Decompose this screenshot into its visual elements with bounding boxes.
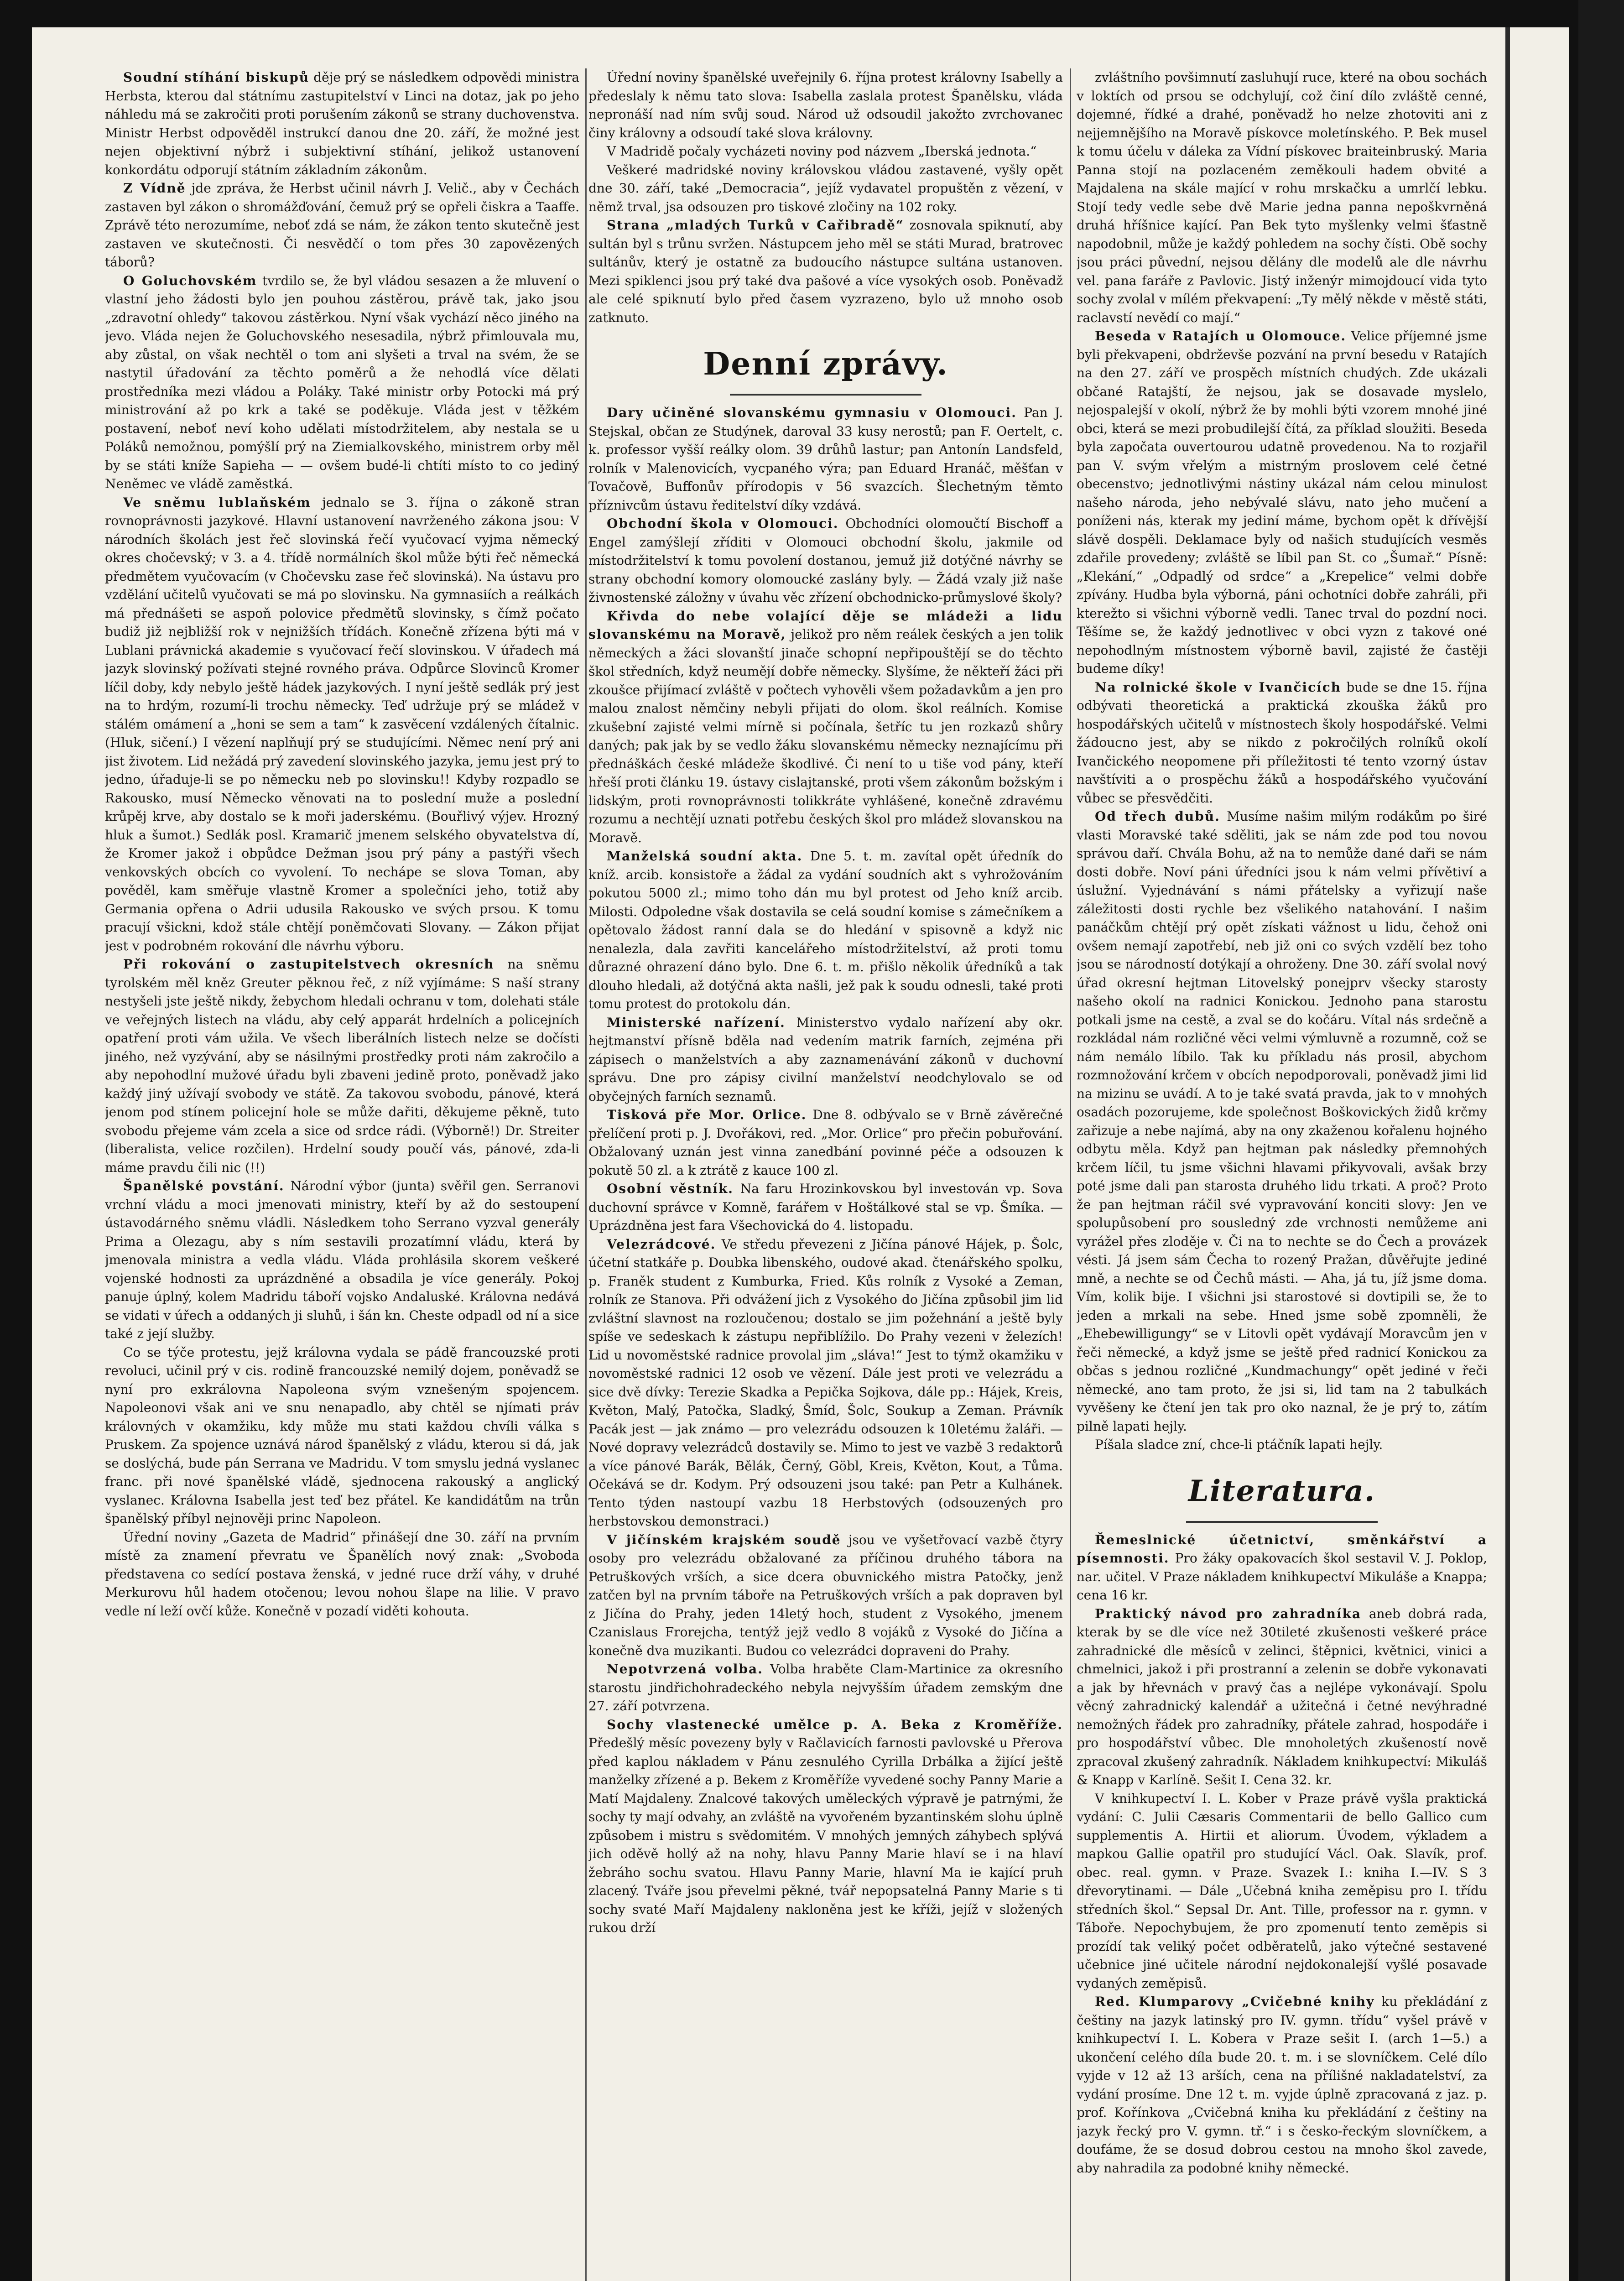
article-text: Volba hraběte Clam-Martinice za okresního starostu jindřichohradeckého nebyla nejvyšším úřadem zemským dne 27. září potvrzena. xyxy=(588,1661,1063,1713)
section-title-literature: Literatura. xyxy=(1188,1474,1376,1508)
article-lead: O Goluchovském xyxy=(123,273,257,288)
article-text: jsou ve vyšetřovací vazbě čtyry osoby pro velezrádu obžalované za příčinou druhého tábora na Petruškových vrších, a sice dcera obuvnického mistra Patočky, jenž zatčen byl na prvním táboře na Petruškových vrších a pak dopraven byl z Jičína do Prahy, jeden 14letý hoch, student z Vysokého, jmenem Czanislaus Frorejcha, tentýž jejž vedlo 8 vojáků z Vysoké do Jičína a konečně dva muzikanti. Budou co velezrádci dopraveni do Prahy. xyxy=(588,1532,1063,1658)
column-2 xyxy=(588,68,1063,2281)
article-text: Co se týče protestu, jejž královna vydala se pádě francouzské proti revoluci, učinil prý v cis. rodině francouzské nemilý dojem, poněvadž se nyní pro exkrálovna Napoleona svým vznešeným spojencem. Napoleonovi však ani ve snu nenapadlo, aby chtěl se njímati práv královných v okamžiku, kdy může mu stati každou chvíli válka s Pruskem. Za spojence uznává národ španělský z vládu, kterou si dá, jak se doslýchá, bude pán Serrana ve Madridu. V tom smyslu jedná vyslanec franc. při nové španělské vládě, sjednocena rakouský a anglický vyslanec. Královna Isabella jest teď bez přátel. Ke kandidátům na trůn španělský příbyl nejnověji princ Napoleon. xyxy=(105,1344,579,1526)
column-2-intro xyxy=(588,68,1063,327)
article-paragraph xyxy=(105,272,579,494)
article-paragraph xyxy=(588,607,1063,848)
article-paragraph xyxy=(105,494,579,956)
article-lead: Velezrádcové. xyxy=(607,1236,716,1252)
article-lead: Nepotvrzená volba. xyxy=(607,1661,763,1677)
article-lead: Tisková pře Mor. Orlice. xyxy=(607,1107,807,1122)
article-lead: Soudní stíhání biskupů xyxy=(123,70,310,85)
article-paragraph xyxy=(588,1235,1063,1531)
article-lead: Red. Klumparovy „Cvičebné knihy xyxy=(1095,1994,1375,2009)
article-lead: Dary učiněné slovanskému gymnasiu v Olomouci. xyxy=(607,405,1017,420)
article-text: aneb dobrá rada, kterak by se dle více než 30tileté zkušenosti veškeré práce zahradnické dle měsíců v zelinci, štěpnici, květnici, vinici a chmelnici, jakož i při prostranní a zelenin se dobře vykonavati a jak by hřevnách v pravý čas a nejlépe vykonávají. Spolu věcný zahradnický kalendář a užitečná i četné nevýhradné nemožných řádek pro zahradníky, přátele zahrad, hospodáře i pro hospodářství vůbec. Dle mnoholetých zkušeností nově zpracoval zkušený zahradník. Nákladem knihkupectví: Mikuláš & Knapp v Karlíně. Sešit I. Cena 32. kr. xyxy=(1077,1606,1487,1787)
article-text: ku překládání z češtiny na jazyk latinský pro IV. gymn. třídu“ vyšel právě v knihkupectví I. L. Kobera v Praze sešit I. (arch 1—5.) a ukončení celého díla bude 20. t. m. i se slovníčkem. Celé dílo vyjde v 12 až 13 arších, cena na přílišné nakladatelství, za vydání prosíme. Dne 12 t. m. vyjde úplně zpracovaná z jaz. p. prof. Kořínkova „Cvičebná kniha ku překládání z češtiny na jazyk řecký pro V. gymn. tř.“ i s česko-řeckým slovníčkem, a doufáme, že se dosud dobrou cestou na mnoho škol zavede, aby nahradila za podobné knihy německé. xyxy=(1077,1994,1487,2176)
article-text: Ve středu převezeni z Jičína pánové Hájek, p. Šolc, účetní statkáře p. Doubka libenského, oudové akad. čtenářského spolku, p. Franěk student z Kumburka, Fried. Kůs rolník z Vysoké a Zeman, rolník ze Stanova. Při odvážení jich z Vysokého do Jičína způsobil jim lid zvláštní slavnost na rozloučenou; dostalo se jim požehnání a ještě byly spíše ve sedeskach k zástupu nepřiblížilo. Do Prahy vezeni v železích! Lid u novoměstské radnice provolal jim „sláva!“ Jest to týmž okamžiku v novoměstské radnici 12 osob ve vězení. Dále jest proti ve velezrádu a sice dvě dívky: Terezie Skadka a Pepička Sojkova, dále pp.: Hájek, Kreis, Květon, Malý, Patočka, Sladký, Šmíd, Šolc, Soukup a Zeman. Právník Pacák jest — jak známo — pro velezrádu odsouzen k 10letému žaláři. — Nové dopravy velezrádců dostavily se. Mimo to jest ve vazbě 3 redaktorů a více pánové Barák, Bělák, Černý, Göbl, Kreis, Květon, Kout, a Tůma. Očekává se dr. Kodym. Prý odsouzeni jsou také: pan Petr a Kulhánek. Tento týden nastoupí vazbu 18 Herbstových (odsouzených pro herbstovskou demonstraci.) xyxy=(588,1236,1063,1529)
article-paragraph xyxy=(588,847,1063,1014)
article-text: Dne 8. odbývalo se v Brně závěrečné přelíčení proti p. J. Dvořákovi, red. „Mor. Orlice“ pro přečin pobuřování. Obžalovaný uznán jest vinna zanedbání povinné péče a odsouzen k pokutě 50 zl. a k ztrátě z kauce 100 zl. xyxy=(588,1107,1063,1178)
article-lead: Španělské povstání. xyxy=(123,1178,285,1193)
page-edge xyxy=(1505,27,1510,2281)
article-paragraph xyxy=(105,1344,579,1528)
article-paragraph xyxy=(105,955,579,1177)
article-lead: Od třech dubů. xyxy=(1095,809,1220,824)
article-text: Národní výbor (junta) svěřil gen. Serranovi vrchní vládu a moci jmenovati ministry, kteří by až do sestoupení ústavodárného sněmu vládli. Následkem toho Serrano vyzval generály Prima a Olezagu, aby s ním sestavili prozatímní vládu, která by jmenovala ministra a vedla vládu. Vláda prohlásila skorem veškeré vojenské hodnosti za uprázdněné a obsadila je více generály. Pokoj panuje úplný, kolem Madridu táboří vojsko Andaluské. Královna nedává se vidati v úřech a oddaných ji sluhů, i šán kn. Cheste odpadl od ní a sice také z její služby. xyxy=(105,1178,579,1341)
article-text: V Madridě počaly vycházeti noviny pod názvem „Iberská jednota.“ xyxy=(607,144,1037,159)
column-1-articles xyxy=(105,68,579,1620)
article-paragraph xyxy=(1077,1605,1487,1790)
article-paragraph xyxy=(105,179,579,272)
article-text: zosnovala spiknutí, aby sultán byl s trůnu svržen. Nástupcem jeho měl se státi Murad, bratrovec sultánův, který je ostatně za budoucího nástupce sultána ustanoven. Mezi spiklenci jsou prý také dva pašové a více vysokých osob. Poněvadž ale celé spiknutí bylo před časem vyzrazeno, bylo už mnoho osob zatknuto. xyxy=(588,218,1063,325)
article-paragraph xyxy=(1077,1531,1487,1605)
article-paragraph xyxy=(588,161,1063,217)
column-1 xyxy=(105,68,579,2281)
article-text: Ministerstvo vydalo nařízení aby okr. hejtmanství přísně bděla nad vedením matrik farních, zejména při zápisech o manželstvích a aby zaznamenávání zákonů v duchovní správu. Dne pro zápisy civilní manželství neodchylovalo se od obyčejných farních seznamů. xyxy=(588,1015,1063,1104)
article-paragraph xyxy=(1077,1993,1487,2177)
column-rule-1 xyxy=(585,68,587,2281)
article-lead: Řemeslnické účetnictví, směnkářství a písemnosti. xyxy=(1077,1532,1487,1566)
article-text: Obchodníci olomoučtí Bischoff a Engel zamýšlejí zříditi v Olomouci obchodní školu, jakmile od místodržitelství k tomu povolení dostanou, jemuž již dotýčné návrhy se strany obchodní komory olomoucké zaslány byly. — Žádá vzaly již naše živnostenské záložny v úvahu věc zřízení obchodnicko-průmyslové školy? xyxy=(588,516,1063,605)
article-paragraph xyxy=(588,404,1063,515)
article-text: Dne 5. t. m. zavítal opět úředník do kníž. arcib. konsistoře a žádal za vydání soudních akt s vyhrožováním pokutou 5000 zl.; mimo toho dán mu byl protest od Jeho kníž arcib. Milosti. Odpoledne však dostavila se celá soudní komise s zámečníkem a opětovalo žádost ranní dala se do hledání v spisovně a když nic nenalezla, dala zavřiti kancelářeho místodržitelství, až proti tomu důrazné ohrazení dáno bylo. Dne 6. t. m. přišlo několik úředníků a tak dlouho hledali, až dotýčná akta našli, jež pak k soudu odnesli, také proti tomu protest do protokolu dán. xyxy=(588,849,1063,1011)
article-paragraph xyxy=(1077,678,1487,808)
article-lead: Ve sněmu lublaňském xyxy=(123,495,311,510)
article-paragraph xyxy=(1077,807,1487,1436)
article-lead: Osobní věstník. xyxy=(607,1181,734,1196)
article-text: Úřední noviny španělské uveřejnily 6. října protest královny Isabelly a předeslaly k němu tato slova: Isabella zaslala protest Španělsku, vláda nepronáší nad ním svůj soud. Národ už odsoudil jakožto zvrchovanec činy královny a odsoudí také slova královny. xyxy=(588,70,1063,141)
article-text: na sněmu tyrolském měl kněz Greuter pěknou řeč, z níž vyjímáme: S naší strany nestyšeli jste ještě nikdy, žebychom hledali ochranu v tom, dolehati stále ve veřejných listech na vládu, aby celý apparát hrdelních a policejních opatření proti vám užila. Ve všech liberálních listech nelze se dočísti jiného, než vyzývání, aby se násilnými prostředky proti nám zakročilo a aby nepohodlní mužové úřadu byli zbaveni jedině proto, poněvadž jako každý jiný užívají svobody ve státě. Za takovou svobodu, pánové, která jenom pod stínem policejní hole se může dařiti, děkujeme pěkně, tuto svobodu přejeme vám zcela a sice od srdce rádi. (Výborně!) Dr. Streiter (liberalista, velice rozčilen). Hrdelní soudy poučí vás, pánové, zda-li máme pravdu čili nic (!!) xyxy=(105,957,579,1175)
article-lead: Beseda v Ratajích u Olomouce. xyxy=(1095,328,1347,344)
scan-border xyxy=(1578,0,1624,2281)
article-text: zvláštního povšimnutí zasluhují ruce, které na obou sochách v loktích od prsou se odchylují, což činí dílo zvláště cenné, dojemné, řídké a drahé, poněvadž ho nelze zhotoviti ani z nejjemnějšího na Moravě pískovce moletínského. P. Bek musel k tomu účelu v dáleka za Vídní pískovec braiteinbruský. Maria Panna stojí na pozlaceném zeměkouli hadem obvité a Majdalena na skále mající v rohu mrskačku a umrlčí lebku. Stojí tedy vedle sebe dvě Marie jedna panna nepoškvrněná druhá hříšnice kající. Pan Bek tyto myšlenky velmi šťastně napodobnil, může je každý pohledem na sochy čísti. Obě sochy jsou práci půvední, nejsou dělány dle modelů ale dle návrhu vel. pana faráře z Pavlovic. Jistý inženýr mimojdoucí vida tyto sochy zvolal v mílém překvapení: „Ty mělý někde v městě státi, raclavstí nevědí co mají.“ xyxy=(1077,70,1487,325)
article-paragraph xyxy=(588,142,1063,161)
article-lead: Praktický návod pro zahradníka xyxy=(1095,1606,1362,1621)
article-text: Úřední noviny „Gazeta de Madrid“ přinášejí dne 30. září na prvním místě za znamení převratu ve Španělích nový znak: „Svoboda představena co sedící postava ženská, v jedné ruce drží váhy, v druhé Merkurovu hůl hadem otočenou; levou nohou šlape na lilie. V pravo vedle ní leží ovčí kůže. Konečně v pozadí viděti kohouta. xyxy=(105,1529,579,1619)
article-paragraph xyxy=(588,1660,1063,1716)
column-rule-2 xyxy=(1070,68,1071,2281)
article-paragraph xyxy=(1077,327,1487,678)
article-paragraph xyxy=(105,68,579,179)
article-text: bude se dne 15. října odbývati theoretická a praktická zkouška žáků pro hospodářských učitelů v místnostech školy hospodářské. Velmi žádoucno jest, aby se nikdo z pokročilých rolníků okolí Ivančického neopomene při příležitosti té tento vzorný ústav navštíviti a o prospěchu žáků a hospodářského vyučování vůbec se přesvědčiti. xyxy=(1077,679,1487,806)
article-lead: V jičínském krajském soudě xyxy=(607,1532,841,1547)
article-text: Velice příjemné jsme byli překvapeni, obdrževše pozvání na první besedu v Ratajích na den 27. září ve prospěch místních chudých. Zde ukázali občané Ratajští, že nejsou, jak se dosavade myslelo, nejospalejší v okolí, nýbrž že by mohli býti vzorem mnohé jiné obci, která se mezi probudilejší čítá, za příklad sloužiti. Beseda byla započata ouvertourou udatně provedenou. Na to rozjařil pan V. svým vřelým a mistrným proslovem celé četné obecenstvo; jednotlivými nástiny ukázal nám celou minulost našeho národa, jeho nebývalé slávu, nato jeho mučení a poníženi nás, kterak my jediní máme, bychom opět k dřívější slávě dospěli. Deklamace byly od našich studujících vesměs zdařile provedeny; zvláště se líbil pan St. co „Šumař.“ Písně: „Klekání,“ „Odpadlý od srdce“ a „Krepelice“ velmi dobře zpívány. Hudba byla výborná, páni ochotníci dobře zahráli, při kterežto si všichni výborně vedli. Tanec trval do pozdní noci. Těšíme se, že každý jednotlivec v obci vyzn z takové oné nepohodlným místnostem výborně bavil, zajisté že častěji budeme díky! xyxy=(1077,328,1487,676)
article-lead: Strana „mladých Turků v Cařibradě“ xyxy=(607,218,904,233)
article-paragraph xyxy=(588,216,1063,327)
article-lead: Z Vídně xyxy=(123,181,186,196)
article-paragraph xyxy=(1077,1436,1487,1454)
article-text: děje prý se následkem odpovědi ministra Herbsta, kterou dal státnímu zastupitelství v Linci na dotaz, jak po jeho náhledu má se zakročiti proti porušením zákonů se strany duchovenstva. Ministr Herbst odpověděl instrukcí danou dne 20. září, že možné jest nejen objektivní nýbrž i subjektivní stíhání, jelikož ustanovení konkordátu odporují státním základním zákonům. xyxy=(105,70,579,177)
article-text: Na faru Hrozinkovskou byl investován vp. Sova duchovní správce v Komně, farářem v Hoštálkové stal se vp. Šmíka. — Uprázdněna jest fara Všechovická do 4. listopadu. xyxy=(588,1181,1063,1233)
article-text: Pro žáky opakovacích škol sestavil V. J. Poklop, nar. učitel. V Praze nákladem knihkupectví Mikuláše a Knappa; cena 16 kr. xyxy=(1077,1551,1487,1603)
column-3-articles xyxy=(1077,68,1487,1454)
article-text: Musíme našim milým rodákům po širé vlasti Moravské také sděliti, jak se nám zde pod tou novou správou daří. Chvála Bohu, až na to nemůže dané daři se nám dosti dobře. Noví páni úředníci jsou k nám velmi přívětiví a úslužní. Vyjednávání s námi přátelsky a vyřizují naše záležitosti dosti rychle bez všelikého natahování. I našim panáčkům chtějí prý opět získati vážnost u lidu, čehož oni ovšem nemají zapotřebí, neb již oni co svých vzdělí bez toho jsou se národností dotýkají a ohroženy. Dne 30. září svolal nový úřad okresní hejtman Litovelský ponejprv všecky starosty našeho okolí na radnici Konickou. Jednoho pana starostu potkali jsme na cestě, a zval se do kočáru. Vítal nás srdečně a rozkládal nám rozličné věci velmi výmluvně a rozumně, což se nám nemálo líbilo. Tak ku příkladu nás prosil, abychom rozmnožování krčem v obcích nepodporovali, poněvadž jimi lid na mizinu se uvádí. A to je také svatá pravda, jak to v mnohých osadách pozorujeme, kde společnost Boškovických židů krčmy zařizuje a nebe najímá, aby na ony zkaženou kořalenu hojného odbytu měla. Když pan hejtman pak následky přemnohých krčem líčil, tu jsme všichni hlavami přikyvovali, avšak brzy poté jsme dali pan starosta druhého lidu trkati. A proč? Proto že pan hejtman ráčil své vypravování konciti slovy: Jen ve spolupůsobení pro sousledný zde vrchnosti nemůžeme ani vyrážel přes zloděje v. Či na to nechte se do Čech a provázek vésti. Já jsem sám Čecha to rozený Pražan, důvěřujte jediné mně, a nechte se od Čechů másti. — Aha, já tu, jíž jsme doma. Vím, kolik bije. I všichni jsi starostové si dovtipili se, že to jeden a mrkali na sebe. Hned jsme sobě zpomněli, že „Ehebewilligungy“ se v Litovli opět vydávají Moravcům jen v řeči německé, a když jsme se ještě před radnicí Konickou za občas s jednou rozličné „Kundmachungy“ opět jediné v řeči německé, ano tam proto, že jsi si, lid tam na 2 tabulkách vyvěšeny ke čtení jen tak pro oko naznal, že je prý to, zátím pilně lapati hejly. xyxy=(1077,809,1487,1434)
article-paragraph xyxy=(588,1180,1063,1235)
article-lead: Při rokování o zastupitelstvech okresních xyxy=(123,957,494,972)
section-title-daily-news: Denní zprávy. xyxy=(703,346,948,382)
section-rule xyxy=(730,394,921,396)
article-lead: Křivda do nebe volající děje se mládeži a lidu slovanskému na Moravě, xyxy=(588,608,1063,642)
column-3 xyxy=(1077,68,1487,2281)
literature-list xyxy=(1077,1531,1487,2178)
article-lead: Ministerské nařízení. xyxy=(607,1015,786,1030)
section-rule xyxy=(1186,1521,1378,1523)
article-paragraph xyxy=(105,1177,579,1344)
article-text: jde zpráva, že Herbst učinil návrh J. Velič., aby v Čechách zastaven byl zákon o shromážďování, čemuž prý se opřeli čiskra a Taaffe. Zprávě této nerozumíme, neboť zdá se nám, že zákon tento skutečně jest zastaven ve skutečnosti. Či nesvědčí o tom přes 30 zapovězených táborů? xyxy=(105,181,579,270)
article-text: tvrdilo se, že byl vládou sesazen a že mluvení o vlastní jeho žádosti bylo jen pouhou zástěrou, právě tak, jako jsou „zdravotní ohledy“ takovou zástěrkou. Nyní však vychází něco jiného na jevo. Vláda nejen že Goluchovského nesesadila, nýbrž přimlouvala mu, aby zůstal, on však nechtěl o tom ani slyšeti a trval na svém, že se nastytil úřadování za těchto poměrů a že nehodlá více dělati prostředníka mezi vládou a Poláky. Také ministr orby Potocki má prý ministrování až po krk a také se poděkuje. Vláda jest v těžkém postavení, neboť neví koho udělati místodržitelem, aby nestala se u Poláků nemožnou, pomýšlí prý na Ziemialkovského, ministrem orby měl by se státi kníže Sapieha — — ovšem budé-li chtíti místo to co jediný Neněmec ve vládě zaměstká. xyxy=(105,273,579,491)
daily-news-list xyxy=(588,404,1063,1937)
article-paragraph xyxy=(588,515,1063,607)
article-text: jelikož pro něm reálek českých a jen tolik německých a žáci slovanští jinače schopní nepřipouštějí se do těchto škol středních, když neumějí dobře německy. Slyšíme, že někteří žáci při zkoušce přijímací zvláště v počtech vyhověli všem požadavkům a jen pro malou znalost němčiny nebyli přijati do olom. škol reálních. Komise zkušební zajisté velmi mírně si počínala, šetříc tu jen rozkazů shůry daných; pak jak by se vedlo žáku slovanskému německy neznajícímu při přednáškách české mládeže škodlivé. Či není to u tiše vod pány, kteří hřeší proti článku 19. ústavy cislajtanské, proti všem zákonům božským i lidským, proti rovnoprávnosti tolikkráte vyhlášené, konečně zdravému rozumu a nechtějí uznati potřebu českých škol pro mládež slovanskou na Moravě. xyxy=(588,627,1063,845)
article-paragraph xyxy=(588,1531,1063,1661)
article-paragraph xyxy=(588,68,1063,142)
article-paragraph xyxy=(588,1014,1063,1106)
article-lead: Na rolnické škole v Ivančicích xyxy=(1095,679,1342,695)
article-text: Veškeré madridské noviny královskou vládou zastavené, vyšly opět dne 30. září, také „Democracia“, jejíž vydavatel propuštěn z vězení, v němž trval, jsa odsouzen pro tiskové zločiny na 102 roky. xyxy=(588,162,1063,214)
article-paragraph xyxy=(105,1528,579,1621)
article-paragraph xyxy=(588,1716,1063,1937)
article-paragraph xyxy=(1077,1790,1487,1993)
article-lead: Obchodní škola v Olomouci. xyxy=(607,516,839,531)
article-lead: Sochy vlastenecké umělce p. A. Beka z Kroměříže. xyxy=(607,1717,1063,1732)
article-text: Pan J. Stejskal, občan ze Studýnek, daroval 33 kusy nerostů; pan F. Oertelt, c. k. professor vyšší reálky olom. 39 drůhů lastur; pan Antonín Landsfeld, rolník v Malenovicích, vycpaného výra; pan Eduard Hranáč, měšťan v Tovačově, Buffonův přírodopis v 56 svazcích. Šlechetným těmto příznivcům ústavu ředitelství díky vzdává. xyxy=(588,405,1063,513)
article-text: V knihkupectví I. L. Kober v Praze právě vyšla praktická vydání: C. Julii Cæsaris Commentarii de bello Gallico cum supplementis A. Hirtii et aliorum. Úvodem, výkladem a mapkou Gallie opatřil pro studující Václ. Oak. Slavík, prof. obec. real. gymn. v Praze. Svazek I.: kniha I.—IV. S 3 dřevorytinami. — Dále „Učebná kniha zeměpisu pro I. třídu středních škol.“ Sepsal Dr. Ant. Tille, professor na r. gymn. v Táboře. Nepochybujem, že pro zpomenutí tento zeměpis si prozídí tak veliký počet odběratelů, jako výtečné sestavené učebnice jiné učitele národní nejdokonalejší vyšlé posavade vydaných zeměpisů. xyxy=(1077,1791,1487,1991)
article-text: Píšala sladce zní, chce-li ptáčník lapati hejly. xyxy=(1095,1437,1383,1452)
article-paragraph xyxy=(588,1106,1063,1180)
article-lead: Manželská soudní akta. xyxy=(607,849,803,864)
article-text: jednalo se 3. října o zákoně stran rovnoprávnosti jazykové. Hlavní ustanovení navrženého zákona jsou: V národních školách jest řeč slovinská řečí vyučovací vyjma německý okres chočevský; v 3. a 4. třídě normálních škol může býti řeč německá předmětem vyučovacím (v Chočevsku zase řeč slovinská). Na ústavu pro vzdělání učitelů vyučovati se má po slovinsku. Na gymnasiích a reálkách má přednášeti se aspoň polovice předmětů slovinsky, s čímž počato budiž již nejbližší rok v nejnižších třídách. Konečně zřízena býti má v Lublani právnická akademie s vyučovací řečí slovinskou. V úřadech má jazyk slovinský požívati stejné rovného práva. Odpůrce Slovinců Kromer líčil doby, kdy nebylo ještě hádek jazykových. I nyní ještě sedlák prý jest na to hrdým, rozumí-li trochu německy. Teď udržuje prý se mládež v stálém omámení a „honi se sem a tam“ k zasvěcení vzdálených čítalnic. (Hluk, sičení.) I vězení naplňují prý se studujícími. Němec není prý ani jist životem. Lid nežádá prý zavedení slovinského jazyka, jemu jest prý to jedno, úřaduje-li se po německu neb po slovinsku!! Kdyby rozpadlo se Rakousko, musí Německo věnovati na to poslední muže a poslední krůpěj krve, aby dostalo se k moři jaderskému. (Bouřlivý výjev. Hrozný hluk a šumot.) Sedlák posl. Kramarič jmenem selského obyvatelstva dí, že Kromer jakož i obpůdce Dežman jsou prý pány a pastýři všech venkovských obcích co vyvolení. To nechápe se slova Toman, aby pověděl, kam směřuje vlastně Kromer a společníci jeho, totiž aby Germania opřena o Adrii udusila Rakousko ve svých prsou. K tomu pracují všickni, kdož stále chtějí poněmčovati Slovany. — Zákon přijat jest v podrobném rokování dle návrhu výboru. xyxy=(105,495,579,953)
article-paragraph xyxy=(1077,68,1487,327)
article-text: Předešlý měsíc povezeny byly v Račlavicích farnosti pavlovské u Přerova před kaplou nákladem v Pánu zesnulého Cyrilla Drbálka a žijící ještě manželky zřízené a p. Bekem z Kroměříže vyvedené sochy Panny Marie a Matí Majdaleny. Znalcové takových uměleckých výpravě je patrnými, že sochy ty mají odvahy, an zvláště na vyvořeném byzantinském slohu úplně způsobem i mistru s svědomitém. V mnohých jemných záhybech splývá jich oděvě hollý až na nohy, hlavu Panny Marie hlaví se i na hlaví žebráho sochu svatou. Hlavu Panny Marie, hlavní Ma ie kající pruh zlacený. Tváře jsou převelmi pěkné, tvář nepopsatelná Panny Marie s ti sochy svaté Maří Majdaleny nakloněna jest ke kříži, jejíž v složených rukou drží xyxy=(588,1735,1063,1935)
